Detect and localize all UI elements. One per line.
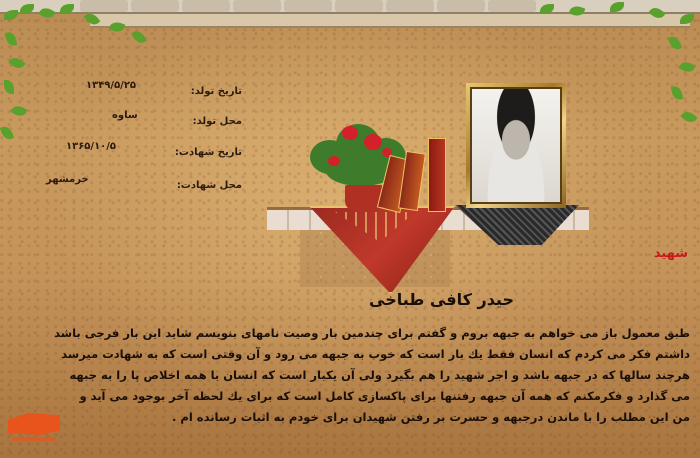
will-line: طبق معمول باز می خواهم به جبهه بروم و گفتم برای چندمین بار وصیت نامهای بنویسم شاید این بار فرجی باشد [54, 326, 690, 340]
martyrdom-date-row [66, 141, 242, 163]
birth-place-row [72, 110, 242, 132]
will-line: داشتم فکر می کردم که انسان فقط یك بار است که خوب به جبهه می رود و آن وقتی است که به شهادت میرسد [61, 347, 690, 361]
will-line: می گذارد و فکرمکنم که همه آن جبهه رفتنها برای پاکسازی کامل است که برای یك لحظه آخر بوجود می آید و [79, 389, 690, 403]
martyrdom-place-value: خرمشهر [46, 174, 89, 185]
martyr-photo [470, 87, 562, 204]
birth-date-row [72, 80, 242, 102]
birth-place-label: محل تولد: [192, 116, 242, 127]
will-line: من این مطلب را با ماندن درجبهه و حسرت بر رفتن شهیدان برای خودم به اثبات رسانده ام . [172, 410, 690, 424]
birth-date-value: ۱۳۴۹/۵/۲۵ [86, 80, 137, 91]
martyrdom-place-label: محل شهادت: [176, 180, 242, 191]
martyrdom-date-value: ۱۳۶۵/۱۰/۵ [66, 141, 117, 152]
martyrdom-date-label: تاریخ شهادت: [174, 147, 242, 158]
will-line: هرچند سالها که در جبهه باشد و اجر شهید را هم بگیرد ولی آن یکبار است که انسان با همه اخلاص پا را به جبهه [69, 368, 690, 382]
martyrdom-place-row [46, 174, 242, 196]
quran-book-decoration [428, 138, 446, 212]
martyr-title-label: شهید [653, 246, 688, 261]
birth-place-value: ساوه [112, 110, 138, 121]
martyr-photo-frame [466, 83, 566, 208]
will-text [54, 323, 690, 428]
birth-date-label: تاریخ تولد: [190, 86, 242, 97]
site-logo [4, 407, 64, 447]
martyr-name: حیدر کافی طباخی [369, 290, 514, 309]
